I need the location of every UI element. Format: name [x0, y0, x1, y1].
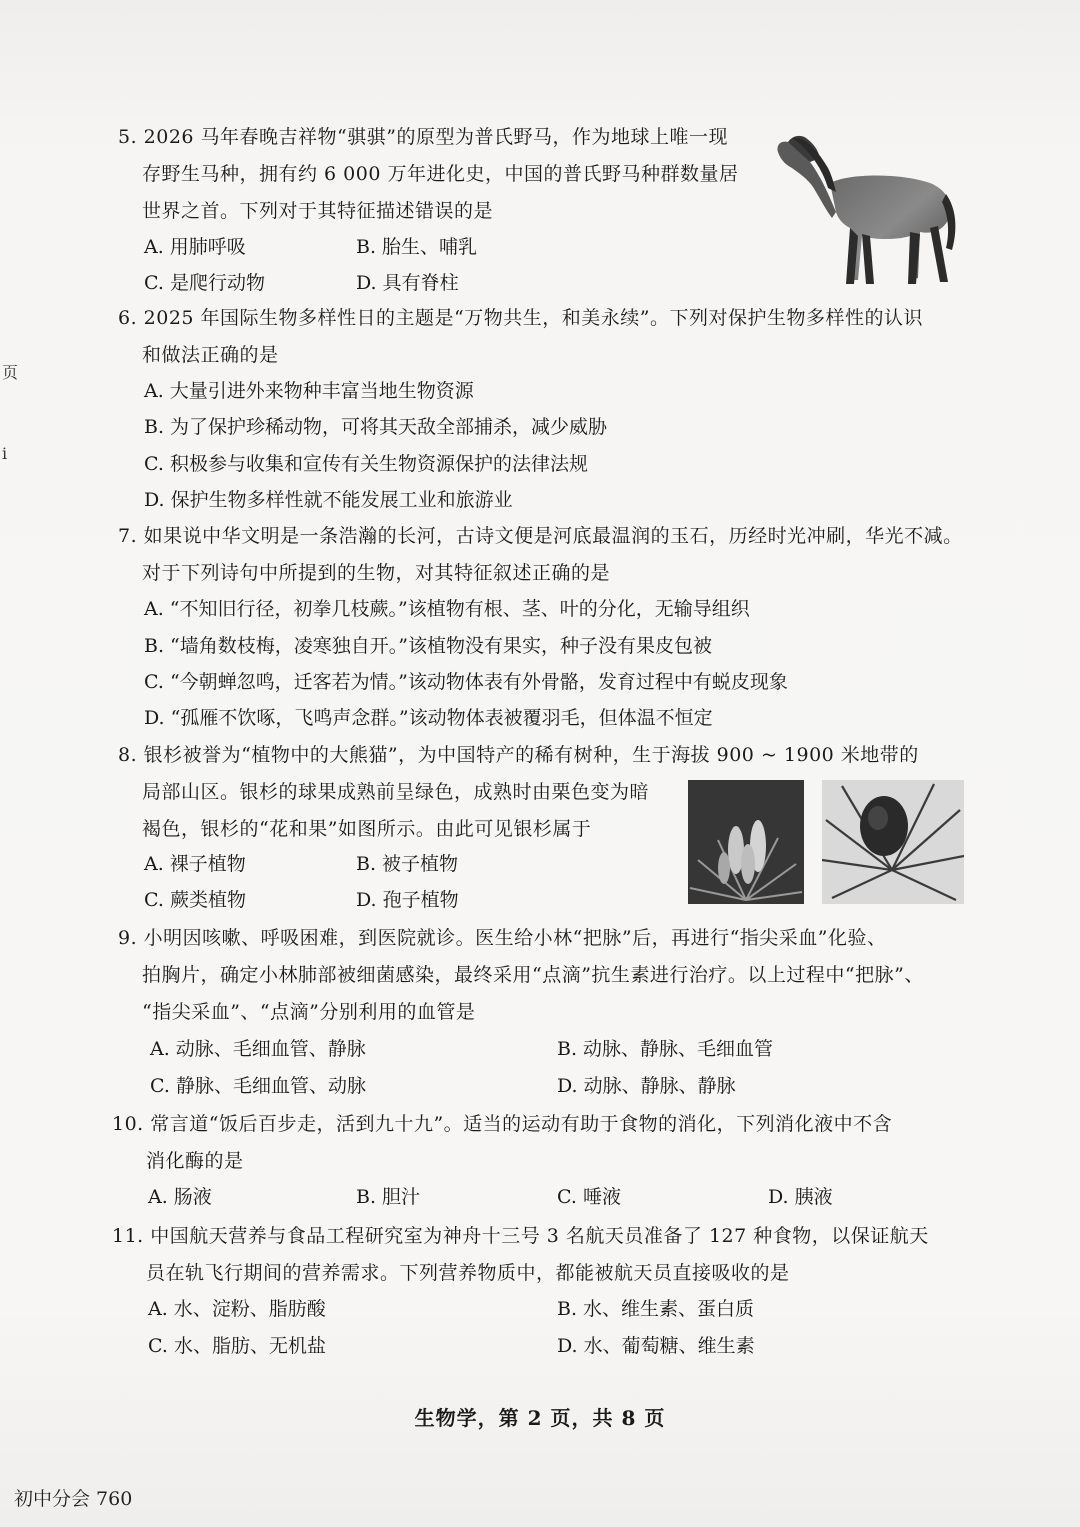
question-5-line: 世界之首。下列对于其特征描述错误的是 — [142, 200, 494, 222]
silver-fir-cone-photo — [688, 780, 804, 904]
question-5-line: 5. 2026 马年春晚吉祥物“骐骐”的原型为普氏野马，作为地球上唯一现 — [118, 126, 728, 148]
option-a[interactable]: A. 裸子植物 — [144, 853, 246, 875]
question-11-line: 员在轨飞行期间的营养需求。下列营养物质中，都能被航天员直接吸收的是 — [146, 1262, 790, 1284]
option-c[interactable]: C. “今朝蝉忽鸣，迁客若为情。”该动物体表有外骨骼，发育过程中有蜕皮现象 — [144, 671, 788, 693]
question-5 — [118, 119, 738, 230]
option-b[interactable]: B. 水、维生素、蛋白质 — [557, 1298, 755, 1320]
option-a[interactable]: A. 动脉、毛细血管、静脉 — [150, 1038, 366, 1060]
question-10 — [112, 1106, 892, 1180]
option-b[interactable]: B. 为了保护珍稀动物，可将其天敌全部捕杀，减少威胁 — [144, 416, 608, 438]
option-a[interactable]: A. “不知旧行径，初拳几枝蕨。”该植物有根、茎、叶的分化，无输导组织 — [144, 598, 750, 620]
question-9-line: 拍胸片，确定小林肺部被细菌感染，最终采用“点滴”抗生素进行治疗。以上过程中“把脉”、 — [142, 964, 924, 986]
option-a[interactable]: A. 用肺呼吸 — [144, 236, 246, 258]
question-8-line: 8. 银杉被誉为“植物中的大熊猫”，为中国特产的稀有树种，生于海拔 900 ~ 1900 米地带的 — [118, 744, 919, 766]
question-10-line: 10. 常言道“饭后百步走，活到九十九”。适当的运动有助于食物的消化，下列消化液中不含 — [112, 1113, 893, 1135]
option-a[interactable]: A. 大量引进外来物种丰富当地生物资源 — [144, 380, 474, 402]
silver-fir-fruit-photo — [822, 780, 964, 904]
question-7-line: 7. 如果说中华文明是一条浩瀚的长河，古诗文便是河底最温润的玉石，历经时光冲刷，华光不减。 — [118, 525, 963, 547]
option-c[interactable]: C. 水、脂肪、无机盐 — [148, 1335, 326, 1357]
option-a[interactable]: A. 肠液 — [148, 1186, 212, 1208]
option-c[interactable]: C. 静脉、毛细血管、动脉 — [150, 1075, 366, 1097]
option-b[interactable]: B. 动脉、静脉、毛细血管 — [557, 1038, 774, 1060]
watermark-text: 初中分会 760 — [14, 1488, 133, 1510]
option-c[interactable]: C. 蕨类植物 — [144, 889, 246, 911]
question-8-line: 局部山区。银杉的球果成熟前呈绿色，成熟时由栗色变为暗 — [142, 781, 650, 803]
option-c[interactable]: C. 是爬行动物 — [144, 272, 265, 294]
option-d[interactable]: D. 动脉、静脉、静脉 — [557, 1075, 736, 1097]
question-10-line: 消化酶的是 — [146, 1150, 244, 1172]
question-11 — [112, 1218, 929, 1292]
question-8-line: 褐色，银杉的“花和果”如图所示。由此可见银杉属于 — [142, 818, 592, 840]
question-6-line: 6. 2025 年国际生物多样性日的主题是“万物共生，和美永续”。下列对保护生物多样性的认识 — [118, 307, 923, 329]
option-d[interactable]: D. 胰液 — [768, 1186, 833, 1208]
option-d[interactable]: D. 保护生物多样性就不能发展工业和旅游业 — [144, 489, 513, 511]
question-9-line: 9. 小明因咳嗽、呼吸困难，到医院就诊。医生给小林“把脉”后，再进行“指尖采血”化验、 — [118, 927, 887, 949]
question-5-line: 存野生马种，拥有约 6 000 万年进化史，中国的普氏野马种群数量居 — [142, 163, 739, 185]
question-7-line: 对于下列诗句中所提到的生物，对其特征叙述正确的是 — [142, 562, 611, 584]
option-b[interactable]: B. 胎生、哺乳 — [356, 236, 478, 258]
option-d[interactable]: D. 孢子植物 — [356, 889, 459, 911]
option-b[interactable]: B. “墙角数枝梅，凌寒独自开。”该植物没有果实，种子没有果皮包被 — [144, 635, 712, 657]
option-d[interactable]: D. “孤雁不饮啄，飞鸣声念群。”该动物体表被覆羽毛，但体温不恒定 — [144, 707, 713, 729]
option-c[interactable]: C. 唾液 — [557, 1186, 621, 1208]
margin-mark: 页 — [2, 363, 19, 382]
option-b[interactable]: B. 胆汁 — [356, 1186, 421, 1208]
option-d[interactable]: D. 具有脊柱 — [356, 272, 459, 294]
przewalski-horse-image — [770, 128, 960, 288]
option-a[interactable]: A. 水、淀粉、脂肪酸 — [148, 1298, 326, 1320]
question-6 — [118, 300, 923, 374]
option-c[interactable]: C. 积极参与收集和宣传有关生物资源保护的法律法规 — [144, 453, 588, 475]
question-9-line: “指尖采血”、“点滴”分别利用的血管是 — [142, 1001, 476, 1023]
margin-mark: i — [2, 444, 8, 463]
question-11-line: 11. 中国航天营养与食品工程研究室为神舟十三号 3 名航天员准备了 127 种食物，以保证航天 — [112, 1225, 929, 1247]
page-footer: 生物学，第 2 页，共 8 页 — [414, 1406, 666, 1430]
question-6-line: 和做法正确的是 — [142, 344, 279, 366]
option-d[interactable]: D. 水、葡萄糖、维生素 — [557, 1335, 755, 1357]
question-9 — [118, 920, 924, 1031]
option-b[interactable]: B. 被子植物 — [356, 853, 459, 875]
question-7 — [118, 518, 963, 592]
